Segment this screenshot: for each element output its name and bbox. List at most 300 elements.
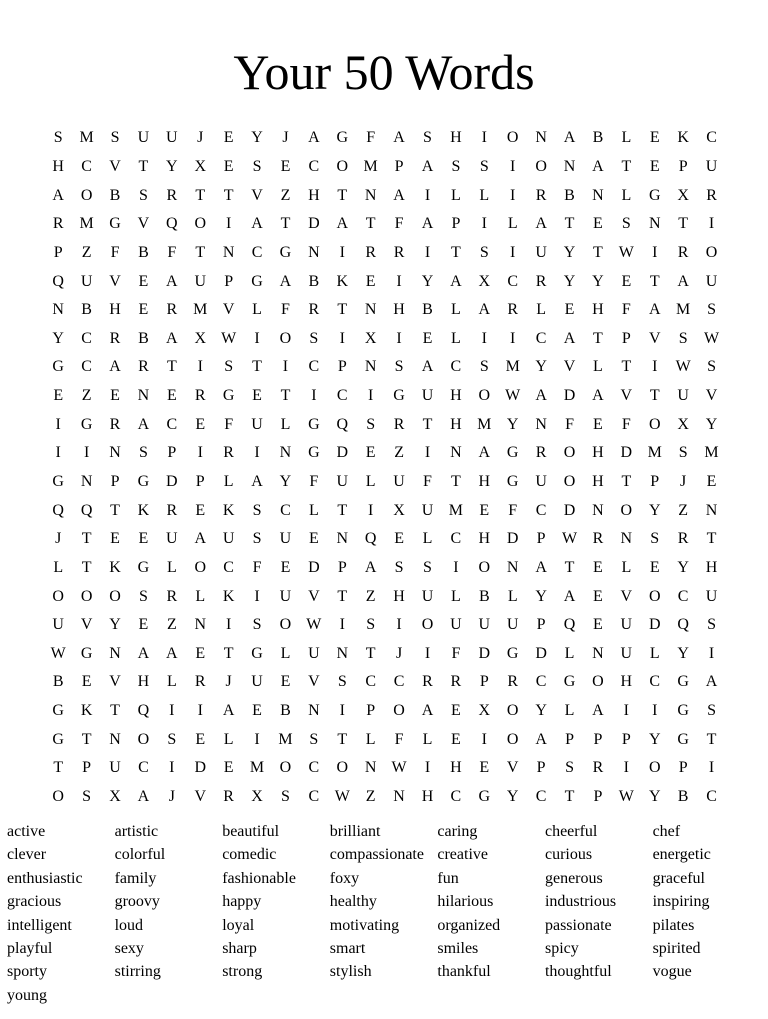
grid-letter: Y [592, 272, 604, 290]
grid-letter: Z [81, 243, 92, 261]
word-list-item: inspiring [652, 893, 710, 911]
grid-letter: Z [394, 444, 404, 462]
grid-letter: X [677, 186, 689, 204]
grid-letter: T [593, 243, 603, 261]
grid-letter: R [109, 329, 121, 347]
grid-letter: A [393, 129, 405, 147]
grid-letter: A [137, 788, 150, 806]
grid-letter: V [109, 157, 121, 175]
grid-letter: L [166, 558, 177, 576]
grid-letter: A [421, 702, 434, 720]
grid-letter: R [166, 301, 178, 319]
grid-letter: G [80, 415, 93, 433]
grid-letter: V [222, 301, 235, 319]
grid-letter: R [592, 759, 604, 777]
grid-letter: T [81, 558, 92, 576]
grid-letter: E [81, 673, 92, 691]
word-list-item: stylish [329, 963, 372, 981]
grid-letter: N [137, 387, 150, 405]
grid-letter: H [421, 788, 434, 806]
grid-letter: I [55, 444, 61, 462]
grid-letter: H [52, 157, 64, 175]
grid-letter: U [80, 272, 93, 290]
grid-letter: S [252, 501, 262, 519]
grid-letter: P [337, 358, 347, 376]
grid-letter: L [53, 558, 64, 576]
grid-letter: J [680, 473, 687, 490]
grid-letter: F [621, 415, 631, 433]
grid-letter: T [451, 243, 461, 261]
grid-letter: O [393, 702, 405, 720]
grid-letter: C [138, 759, 149, 777]
grid-letter: N [506, 558, 519, 576]
grid-letter: H [450, 415, 462, 433]
grid-letter: S [479, 243, 489, 261]
grid-letter: U [137, 129, 150, 147]
grid-letter: I [197, 358, 203, 376]
grid-letter: V [705, 387, 718, 405]
grid-letter: O [137, 730, 150, 748]
grid-letter: O [336, 759, 349, 777]
grid-letter: P [224, 272, 234, 290]
grid-letter: A [705, 673, 718, 691]
grid-letter: X [478, 702, 491, 720]
grid-letter: O [506, 702, 519, 720]
grid-letter: G [80, 644, 93, 662]
grid-letter: E [195, 644, 206, 662]
grid-letter: G [677, 702, 689, 720]
word-list-item: colorful [114, 846, 166, 864]
grid-letter: A [137, 644, 150, 662]
grid-letter: P [621, 329, 631, 347]
word-list-item: organized [437, 916, 501, 934]
grid-letter: L [308, 501, 319, 519]
grid-letter: T [337, 501, 348, 519]
grid-letter: D [620, 444, 633, 462]
grid-letter: L [451, 329, 461, 347]
grid-letter: L [223, 730, 234, 748]
grid-letter: T [706, 530, 717, 548]
grid-letter: O [506, 730, 519, 748]
grid-letter: P [536, 759, 546, 777]
grid-letter: R [393, 243, 405, 261]
grid-letter: S [252, 616, 262, 634]
grid-letter: X [251, 788, 263, 806]
grid-letter: W [561, 530, 578, 548]
grid-letter: A [592, 387, 604, 405]
grid-letter: Z [280, 186, 291, 204]
grid-letter: W [391, 759, 407, 777]
grid-letter: P [195, 473, 205, 490]
grid-letter: T [451, 473, 461, 490]
grid-letter: I [396, 329, 402, 347]
grid-letter: U [166, 530, 178, 548]
grid-letter: A [677, 272, 689, 290]
grid-letter: I [652, 243, 658, 261]
grid-letter: W [703, 329, 720, 347]
grid-letter: R [138, 358, 149, 376]
grid-letter: I [368, 501, 374, 519]
grid-letter: U [52, 616, 64, 634]
grid-letter: L [451, 301, 461, 319]
grid-letter: A [535, 558, 547, 576]
word-list-item: groovy [114, 893, 160, 911]
grid-letter: U [506, 616, 519, 634]
grid-letter: O [620, 501, 633, 519]
grid-letter: V [194, 788, 207, 806]
grid-letter: E [252, 702, 262, 720]
grid-letter: H [592, 301, 604, 319]
grid-letter: U [109, 759, 121, 777]
word-list-item: sharp [222, 939, 257, 957]
grid-letter: W [306, 616, 322, 634]
grid-letter: T [337, 186, 348, 204]
grid-letter: E [593, 215, 603, 233]
grid-letter: I [339, 243, 345, 261]
grid-letter: O [563, 444, 576, 462]
grid-letter: Q [52, 272, 64, 290]
grid-letter: N [620, 530, 633, 548]
grid-letter: E [308, 530, 319, 548]
grid-letter: T [166, 358, 177, 376]
grid-letter: T [649, 272, 660, 290]
grid-letter: B [138, 329, 149, 347]
grid-letter: B [564, 186, 575, 204]
grid-letter: O [194, 215, 207, 233]
grid-letter: R [535, 186, 547, 204]
grid-letter: U [251, 415, 263, 433]
grid-letter: Z [81, 387, 92, 405]
grid-letter: G [648, 186, 661, 204]
grid-letter: C [535, 501, 547, 519]
grid-letter: T [564, 788, 575, 806]
grid-letter: Z [678, 501, 689, 519]
grid-letter: E [195, 730, 206, 748]
grid-letter: A [137, 415, 150, 433]
word-list-item: curious [544, 846, 593, 864]
grid-letter: A [563, 587, 576, 605]
grid-letter: C [308, 788, 320, 806]
grid-letter: E [166, 387, 177, 405]
grid-letter: I [83, 444, 90, 462]
grid-letter: P [593, 730, 603, 748]
grid-letter: O [279, 616, 292, 634]
grid-letter: L [422, 730, 433, 748]
grid-letter: H [478, 530, 491, 548]
grid-letter: I [169, 702, 175, 720]
grid-letter: I [339, 702, 345, 720]
grid-letter: E [593, 587, 603, 605]
grid-letter: X [393, 501, 405, 519]
grid-letter: C [251, 243, 263, 261]
grid-letter: S [565, 759, 574, 777]
grid-letter: E [479, 759, 490, 777]
grid-letter: I [708, 644, 715, 662]
grid-letter: Q [336, 415, 349, 433]
grid-letter: O [194, 558, 207, 576]
grid-letter: T [621, 473, 632, 490]
grid-letter: C [393, 673, 405, 691]
grid-letter: S [678, 444, 688, 462]
grid-letter: C [308, 358, 320, 376]
grid-letter: S [138, 186, 148, 204]
word-list-item: stirring [114, 963, 161, 981]
grid-letter: E [223, 759, 234, 777]
grid-letter: Q [80, 501, 93, 519]
grid-letter: A [308, 129, 320, 147]
grid-letter: C [450, 530, 462, 548]
grid-letter: M [448, 501, 463, 519]
word-list-item: loud [114, 916, 144, 934]
grid-letter: C [677, 587, 689, 605]
grid-letter: S [224, 358, 234, 376]
grid-letter: N [393, 788, 405, 806]
grid-letter: I [55, 415, 61, 433]
grid-letter: D [308, 558, 320, 576]
grid-letter: H [450, 759, 462, 777]
grid-letter: V [620, 387, 633, 405]
grid-letter: X [109, 788, 121, 806]
grid-letter: L [365, 730, 376, 748]
word-list-item: passionate [544, 916, 612, 934]
grid-letter: S [309, 329, 319, 347]
grid-letter: H [705, 558, 718, 576]
grid-letter: L [507, 587, 518, 605]
grid-letter: N [563, 157, 576, 175]
grid-letter: B [81, 301, 92, 319]
grid-letter: Y [705, 415, 718, 433]
grid-letter: C [81, 358, 92, 376]
grid-letter: W [618, 788, 634, 806]
grid-letter: T [138, 157, 149, 175]
grid-letter: C [706, 129, 717, 147]
grid-letter: P [167, 444, 177, 462]
grid-letter: X [194, 157, 207, 175]
grid-letter: L [223, 473, 234, 490]
grid-letter: T [223, 186, 234, 204]
grid-letter: G [251, 644, 263, 662]
grid-letter: F [252, 558, 262, 576]
grid-letter: C [223, 558, 234, 576]
grid-letter: D [563, 501, 576, 519]
grid-letter: I [481, 730, 487, 748]
grid-letter: E [649, 558, 660, 576]
grid-letter: A [364, 558, 377, 576]
grid-letter: F [451, 644, 461, 662]
grid-letter: Y [563, 243, 576, 261]
grid-letter: D [308, 215, 320, 233]
grid-letter: O [478, 558, 491, 576]
grid-letter: N [535, 415, 547, 433]
grid-letter: S [82, 788, 92, 806]
grid-letter: G [137, 558, 150, 576]
grid-letter: N [592, 186, 604, 204]
word-list [7, 820, 763, 1007]
grid-letter: D [506, 530, 519, 548]
grid-letter: O [705, 243, 718, 261]
grid-letter: J [395, 644, 403, 662]
grid-letter: Y [421, 272, 434, 290]
grid-letter: N [222, 243, 235, 261]
grid-letter: U [620, 644, 633, 662]
grid-letter: I [623, 759, 629, 777]
grid-letter: G [52, 358, 64, 376]
grid-letter: P [394, 157, 404, 175]
grid-letter: T [564, 558, 575, 576]
grid-letter: N [705, 501, 718, 519]
grid-letter: C [365, 673, 376, 691]
word-list-item: sexy [114, 939, 144, 957]
grid-letter: R [393, 415, 405, 433]
grid-letter: U [336, 473, 349, 490]
grid-letter: L [621, 129, 632, 147]
grid-letter: W [221, 329, 237, 347]
word-list-item: energetic [652, 846, 711, 864]
grid-letter: J [225, 673, 232, 691]
grid-letter: Z [365, 788, 376, 806]
grid-letter: U [279, 587, 292, 605]
grid-letter: S [707, 702, 716, 720]
grid-letter: T [337, 730, 348, 748]
grid-letter: R [166, 186, 178, 204]
grid-letter: F [309, 473, 319, 490]
grid-letter: U [421, 387, 434, 405]
grid-letter: G [52, 473, 64, 490]
grid-letter: S [138, 587, 148, 605]
grid-letter: E [593, 415, 603, 433]
grid-letter: L [280, 415, 291, 433]
grid-letter: A [251, 473, 263, 490]
grid-letter: E [252, 387, 262, 405]
grid-letter: H [109, 301, 121, 319]
grid-letter: U [393, 473, 405, 490]
grid-letter: N [336, 644, 349, 662]
grid-letter: E [451, 702, 461, 720]
grid-letter: M [704, 444, 719, 462]
grid-letter: T [593, 329, 603, 347]
grid-letter: T [81, 730, 92, 748]
grid-letter: I [708, 215, 715, 233]
grid-letter: A [421, 358, 434, 376]
grid-letter: I [481, 215, 487, 233]
grid-letter: I [254, 587, 260, 605]
grid-letter: R [706, 186, 717, 204]
grid-letter: A [450, 272, 462, 290]
grid-letter: U [194, 272, 207, 290]
grid-letter: P [82, 759, 92, 777]
grid-letter: P [621, 730, 631, 748]
grid-letter: R [507, 673, 519, 691]
grid-letter: U [705, 272, 718, 290]
word-list-item: foxy [329, 869, 360, 887]
grid-letter: U [222, 530, 235, 548]
grid-letter: E [138, 272, 149, 290]
grid-letter: L [564, 644, 575, 662]
grid-letter: C [507, 272, 519, 290]
grid-letter: Q [137, 702, 150, 720]
grid-letter: N [364, 186, 377, 204]
grid-letter: Y [166, 157, 178, 175]
grid-letter: O [648, 759, 661, 777]
grid-letter: N [80, 473, 93, 490]
grid-letter: T [280, 215, 291, 233]
grid-letter: N [109, 730, 121, 748]
grid-letter: M [79, 215, 94, 233]
grid-letter: F [508, 501, 518, 519]
grid-letter: P [593, 788, 603, 806]
grid-letter: O [592, 673, 604, 691]
grid-letter: C [535, 673, 547, 691]
word-list-item: thankful [437, 963, 491, 981]
grid-letter: E [479, 501, 490, 519]
grid-letter: S [394, 358, 404, 376]
page-title: Your 50 Words [233, 44, 535, 100]
grid-letter: I [225, 215, 232, 233]
grid-letter: G [336, 129, 349, 147]
grid-letter: C [450, 358, 462, 376]
grid-letter: G [393, 387, 405, 405]
grid-letter: T [678, 215, 689, 233]
word-list-item: cheerful [544, 823, 598, 840]
grid-letter: F [366, 129, 376, 147]
grid-letter: E [593, 558, 603, 576]
grid-letter: N [364, 358, 377, 376]
grid-letter: A [166, 272, 178, 290]
word-list-item: sporty [7, 963, 47, 981]
letter-grid [44, 124, 726, 811]
grid-letter: O [80, 186, 93, 204]
word-list-item: industrious [544, 893, 617, 911]
grid-letter: D [194, 759, 207, 777]
grid-letter: A [421, 215, 434, 233]
grid-letter: A [563, 329, 576, 347]
grid-letter: U [478, 616, 491, 634]
grid-letter: X [478, 272, 491, 290]
grid-letter: R [194, 673, 206, 691]
grid-letter: Q [563, 616, 576, 634]
grid-letter: U [450, 616, 462, 634]
grid-letter: D [478, 644, 491, 662]
grid-letter: U [166, 129, 178, 147]
word-list-item: vogue [652, 963, 692, 981]
grid-letter: Q [677, 616, 689, 634]
grid-letter: T [223, 644, 234, 662]
grid-letter: Y [52, 329, 64, 347]
grid-letter: G [109, 215, 121, 233]
grid-letter: K [80, 702, 93, 720]
grid-letter: R [592, 530, 604, 548]
grid-letter: E [280, 558, 291, 576]
grid-letter: S [678, 329, 688, 347]
grid-letter: Q [364, 530, 377, 548]
grid-letter: E [138, 530, 149, 548]
grid-letter: U [421, 501, 434, 519]
grid-letter: I [197, 702, 203, 720]
grid-letter: A [109, 358, 121, 376]
grid-letter: L [252, 301, 262, 319]
grid-letter: I [169, 759, 175, 777]
grid-letter: V [648, 329, 661, 347]
grid-letter: O [279, 329, 292, 347]
word-list-item: hilarious [437, 893, 494, 911]
grid-letter: R [507, 301, 519, 319]
grid-letter: I [708, 759, 715, 777]
grid-letter: E [365, 272, 376, 290]
grid-letter: I [225, 616, 232, 634]
grid-letter: R [166, 587, 178, 605]
grid-letter: F [565, 415, 574, 433]
word-list-item: young [7, 986, 47, 1004]
